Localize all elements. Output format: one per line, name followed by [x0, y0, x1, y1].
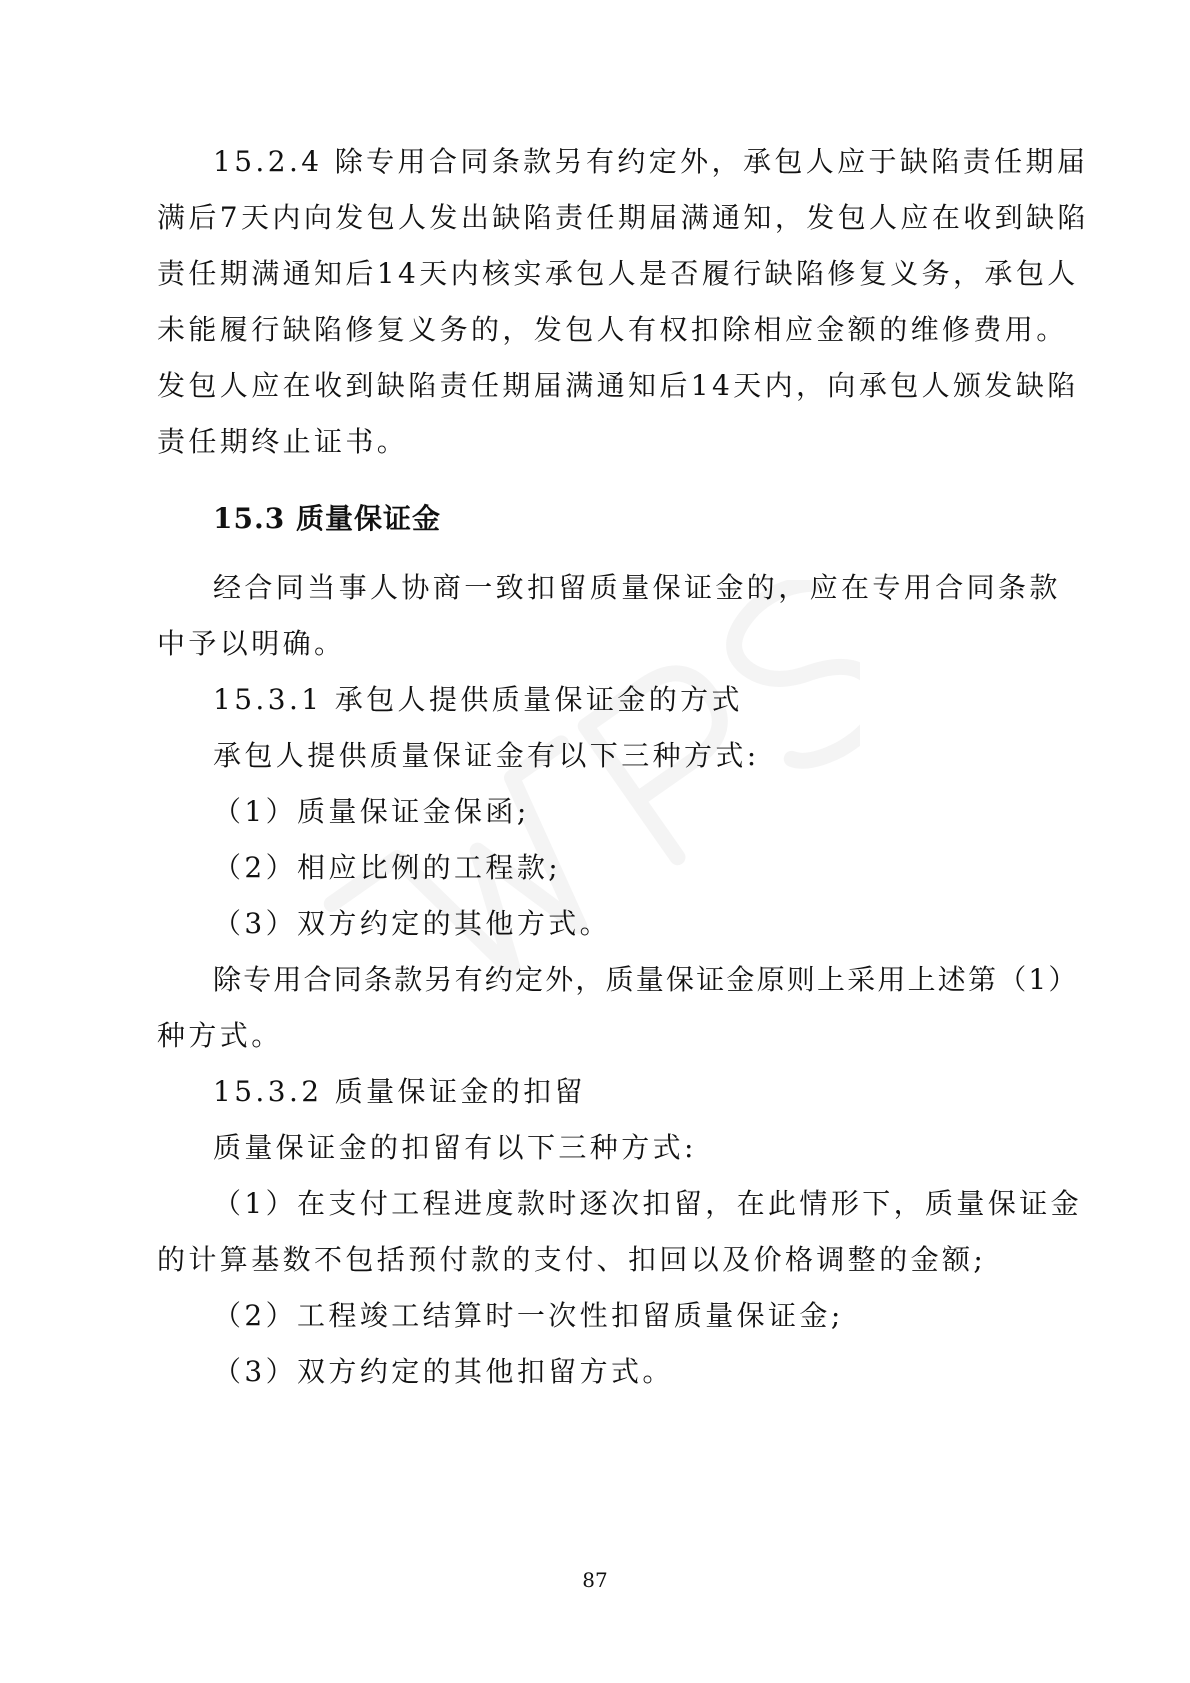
list-item: （1）在支付工程进度款时逐次扣留，在此情形下，质量保证金: [213, 1187, 1083, 1220]
text-line: 的计算基数不包括预付款的支付、扣回以及价格调整的金额;: [157, 1243, 987, 1276]
section-heading: 15.3 质量保证金: [213, 502, 441, 535]
text-line: 发包人应在收到缺陷责任期届满通知后14天内，向承包人颁发缺陷: [157, 369, 1079, 402]
list-item: （2）工程竣工结算时一次性扣留质量保证金;: [213, 1299, 844, 1332]
text-line: 责任期满通知后14天内核实承包人是否履行缺陷修复义务，承包人: [157, 257, 1079, 290]
list-item: （3）双方约定的其他方式。: [213, 907, 612, 940]
text-line: 种方式。: [157, 1019, 283, 1052]
list-item: （3）双方约定的其他扣留方式。: [213, 1355, 674, 1388]
list-item: （2）相应比例的工程款;: [213, 851, 562, 884]
text-line: 经合同当事人协商一致扣留质量保证金的，应在专用合同条款: [213, 571, 1061, 604]
text-line: 质量保证金的扣留有以下三种方式:: [213, 1131, 697, 1164]
page-number: 87: [582, 1568, 608, 1592]
text-line: 除专用合同条款另有约定外，质量保证金原则上采用上述第（1）: [213, 963, 1079, 996]
subsection-heading: 15.3.2 质量保证金的扣留: [213, 1075, 586, 1108]
text-line: 满后7天内向发包人发出缺陷责任期届满通知，发包人应在收到缺陷: [157, 201, 1089, 234]
subsection-heading: 15.3.1 承包人提供质量保证金的方式: [213, 683, 743, 716]
text-line: 未能履行缺陷修复义务的，发包人有权扣除相应金额的维修费用。: [157, 313, 1068, 346]
text-line: 15.2.4 除专用合同条款另有约定外，承包人应于缺陷责任期届: [213, 145, 1089, 178]
text-line: 责任期终止证书。: [157, 425, 409, 458]
text-line: 承包人提供质量保证金有以下三种方式:: [213, 739, 760, 772]
list-item: （1）质量保证金保函;: [213, 795, 530, 828]
text-line: 中予以明确。: [157, 627, 346, 660]
